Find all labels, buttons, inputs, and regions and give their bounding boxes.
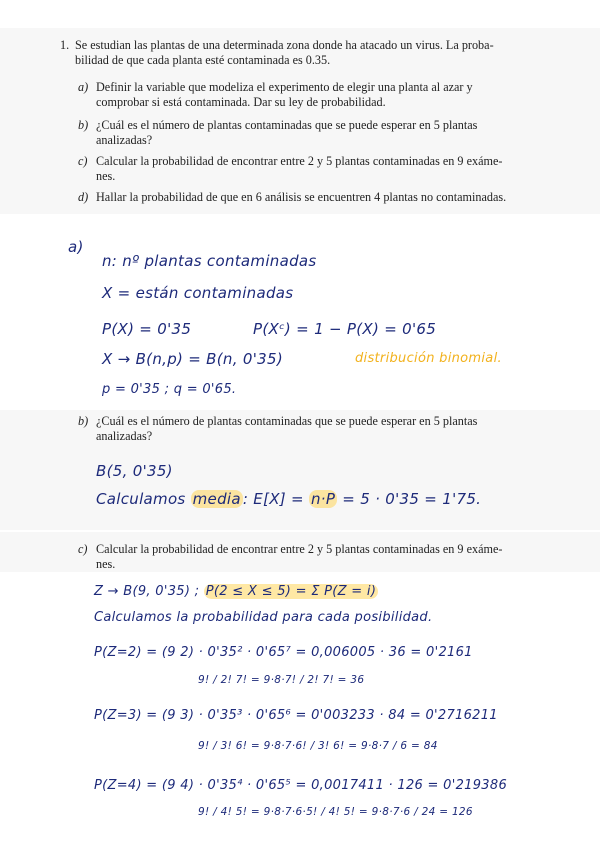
answer-c-line-5: P(Z=3) = (9 3) · 0'35³ · 0'65⁶ = 0'003233 · 84 = 0'2716211 — [94, 708, 498, 723]
answer-b-media-highlight: media — [192, 490, 241, 508]
question-b-label: b) — [78, 414, 89, 428]
answer-c-line-8: 9! / 4! 5! = 9·8·7·6·5! / 4! 5! = 9·8·7·6 / 24 = 126 — [198, 806, 473, 818]
answer-c-sum-highlight: P(2 ≤ X ≤ 5) = Σ P(Z = i) — [205, 584, 377, 599]
part-c-line-1: Calcular la probabilidad de encontrar entre 2 y 5 plantas contaminadas en 9 exáme- — [96, 154, 503, 168]
answer-b-line-2 — [96, 490, 481, 508]
answer-a-line-1: n: nº plantas contaminadas — [102, 252, 317, 270]
problem-line-1: Se estudian las plantas de una determinada zona donde ha atacado un virus. La proba- — [75, 38, 494, 52]
part-a-label: a) — [78, 80, 89, 94]
part-a-line-2: comprobar si está contaminada. Dar su ley de probabilidad. — [96, 95, 386, 109]
question-c-label: c) — [78, 542, 88, 556]
answer-b-result: = 5 · 0'35 = 1'75. — [342, 490, 482, 508]
part-d-line-1: Hallar la probabilidad de que en 6 análisis se encuentren 4 plantas no contaminadas. — [96, 190, 507, 204]
answer-c-line-2: Calculamos la probabilidad para cada posibilidad. — [94, 610, 433, 625]
part-c-label: c) — [78, 154, 88, 168]
part-c-line-2: nes. — [96, 169, 116, 183]
answer-b-expect: : E[X] = — [242, 490, 304, 508]
part-b-label: b) — [78, 118, 89, 132]
answer-c-line-4: 9! / 2! 7! = 9·8·7! / 2! 7! = 36 — [198, 674, 365, 686]
answer-a-line-4a: X → B(n,p) = B(n, 0'35) — [102, 350, 283, 368]
answer-a-distribution-note: distribución binomial. — [355, 351, 502, 366]
answer-c-line-6: 9! / 3! 6! = 9·8·7·6! / 3! 6! = 9·8·7 / 6 = 84 — [198, 740, 438, 752]
question-c-line-2: nes. — [96, 557, 116, 571]
answer-b-calc-text: Calculamos — [96, 490, 186, 508]
answer-a-line-2: X = están contaminadas — [102, 284, 294, 302]
part-b-line-2: analizadas? — [96, 133, 153, 147]
answer-c-line-3: P(Z=2) = (9 2) · 0'35² · 0'65⁷ = 0,006005 · 36 = 0'2161 — [94, 645, 473, 660]
answer-a-line-3b: P(Xᶜ) = 1 − P(X) = 0'65 — [253, 320, 437, 338]
answer-b-line-1: B(5, 0'35) — [96, 462, 173, 480]
answer-c-line-7: P(Z=4) = (9 4) · 0'35⁴ · 0'65⁵ = 0,0017411 · 126 = 0'219386 — [94, 778, 508, 793]
answer-a-line-3a: P(X) = 0'35 — [102, 320, 192, 338]
answer-a-line-5: p = 0'35 ; q = 0'65. — [102, 382, 237, 397]
question-c-line-1: Calcular la probabilidad de encontrar entre 2 y 5 plantas contaminadas en 9 exáme- — [96, 542, 503, 556]
answer-b-np-highlight: n·P — [310, 490, 336, 508]
part-a-line-1: Definir la variable que modeliza el experimento de elegir una planta al azar y — [96, 80, 473, 94]
part-b-line-1: ¿Cuál es el número de plantas contaminadas que se puede esperar en 5 plantas — [96, 118, 478, 132]
answer-c-dist: Z → B(9, 0'35) ; — [94, 584, 200, 599]
question-b-line-2: analizadas? — [96, 429, 153, 443]
question-b-line-1: ¿Cuál es el número de plantas contaminadas que se puede esperar en 5 plantas — [96, 414, 478, 428]
answer-a-label: a) — [68, 238, 84, 256]
problem-number: 1. — [60, 38, 70, 52]
problem-line-2: bilidad de que cada planta esté contaminada es 0.35. — [75, 53, 331, 67]
part-d-label: d) — [78, 190, 89, 204]
answer-c-line-1 — [94, 584, 378, 599]
